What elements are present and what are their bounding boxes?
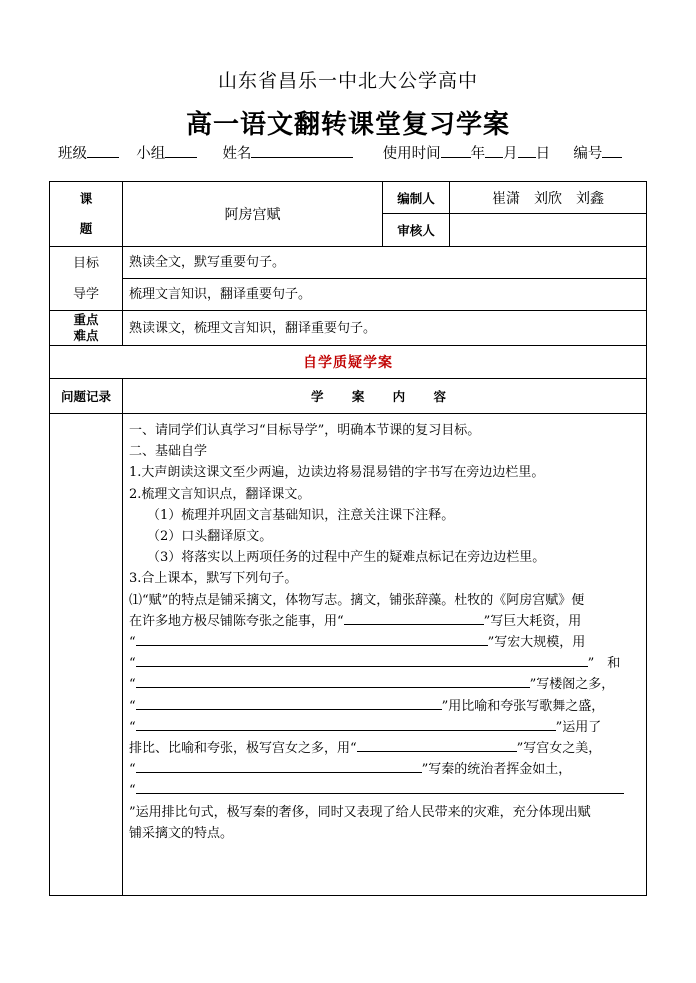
fill-line	[129, 780, 640, 801]
fill-text: “	[129, 783, 136, 799]
fill-text: ”写宫女之美，	[516, 741, 602, 757]
content-line: （2）口头翻译原文。	[147, 529, 273, 545]
fill-text: “	[129, 635, 136, 651]
fill-text: “	[129, 698, 136, 714]
fill-line	[129, 759, 640, 780]
key-points: 熟读课文，梳理文言知识，翻译重要句子。	[123, 311, 647, 346]
fill-text: ” 和	[587, 656, 621, 672]
fill-text: ”运用了	[555, 719, 602, 735]
fill-text: ”写楼阁之多，	[529, 677, 615, 693]
class-blank[interactable]	[87, 143, 119, 158]
fill-line	[129, 632, 640, 653]
fill-text: 在许多地方极尽铺陈夸张之能事，用“	[129, 613, 344, 629]
fill-text: “	[129, 762, 136, 778]
goals-label-1: 目标	[72, 255, 99, 271]
fill-text: ”写秦的统治者挥金如土，	[421, 762, 572, 778]
fill-text: “	[129, 719, 136, 735]
reviewer-value[interactable]	[450, 214, 647, 247]
fill-line	[129, 674, 640, 695]
section-title: 自学质疑学案	[50, 346, 647, 379]
class-label: 班级	[58, 146, 87, 162]
content-line: （3）将落实以上两项任务的过程中产生的疑难点标记在旁边边栏里。	[147, 550, 546, 566]
fill-text: ”写巨大耗资，用	[483, 613, 582, 629]
goal-2: 梳理文言知识，翻译重要句子。	[123, 279, 647, 311]
editor-names: 崔潇 刘欣 刘鑫	[450, 182, 647, 214]
time-label: 使用时间	[382, 146, 441, 162]
school-name: 山东省昌乐一中北大公学高中	[217, 70, 478, 92]
fill-line	[129, 696, 640, 717]
topic-label-cell	[50, 182, 123, 247]
reviewer-label: 审核人	[383, 214, 450, 247]
study-plan-table	[49, 181, 647, 896]
topic-label-1: 课	[79, 191, 93, 206]
day-blank[interactable]	[518, 143, 536, 158]
topic-value: 阿房宫赋	[123, 182, 383, 247]
month-label: 月	[503, 146, 518, 162]
content-line: 二、基础自学	[129, 444, 208, 460]
content-line: 2.梳理文言知识点，翻译课文。	[129, 486, 311, 502]
content-body	[123, 414, 647, 896]
topic-label-2: 题	[79, 221, 93, 236]
content-label: 学 案 内 容	[123, 379, 647, 414]
content-line: 铺采摛文的特点。	[129, 825, 234, 841]
month-blank[interactable]	[485, 143, 503, 158]
editor-label: 编制人	[383, 182, 450, 214]
fill-blank[interactable]	[136, 653, 588, 667]
content-line: 一、请同学们认真学习“目标导学”，明确本节课的复习目标。	[129, 423, 481, 438]
group-label: 小组	[136, 146, 166, 162]
fill-text: “	[129, 677, 136, 693]
fill-text: ”写宏大规模，用	[487, 635, 586, 651]
goals-label-cell	[50, 247, 123, 311]
key-points-label-cell	[50, 311, 123, 346]
number-blank[interactable]	[602, 143, 622, 158]
fill-blank[interactable]	[357, 738, 517, 752]
fill-line	[129, 611, 640, 632]
year-label: 年	[470, 146, 486, 162]
fill-blank[interactable]	[136, 759, 422, 773]
year-blank[interactable]	[441, 143, 471, 158]
goal-1: 熟读全文，默写重要句子。	[123, 247, 647, 279]
content-line: （1）梳理并巩固文言基础知识，注意关注课下注释。	[147, 507, 455, 523]
student-info-line	[58, 142, 622, 163]
page-title: 高一语文翻转课堂复习学案	[185, 110, 510, 140]
key-label-1: 重点	[73, 312, 99, 327]
fill-line	[129, 717, 640, 738]
goals-label-2: 导学	[72, 286, 99, 302]
fill-blank[interactable]	[344, 611, 484, 625]
name-label: 姓名	[222, 146, 252, 162]
notes-column[interactable]	[50, 414, 123, 896]
content-line: ”运用排比句式，极写秦的奢侈，同时又表现了给人民带来的灾难，充分体现出赋	[129, 804, 591, 820]
notes-label: 问题记录	[50, 379, 123, 414]
fill-text: “	[129, 656, 136, 672]
fill-blank[interactable]	[136, 632, 488, 646]
fill-line	[129, 738, 640, 759]
fill-blank[interactable]	[136, 696, 442, 710]
fill-blank[interactable]	[136, 674, 530, 688]
day-label: 日	[535, 146, 551, 162]
content-line: ⑴“赋”的特点是铺采摛文，体物写志。摛文，铺张辞藻。杜牧的《阿房宫赋》便	[129, 592, 585, 608]
key-label-2: 难点	[73, 328, 99, 343]
fill-text: 排比、比喻和夸张，极写宫女之多，用“	[129, 741, 357, 757]
content-line: 3.合上课本，默写下列句子。	[129, 571, 298, 587]
fill-blank[interactable]	[136, 780, 624, 794]
fill-text: ”用比喻和夸张写歌舞之盛，	[441, 698, 605, 714]
number-label: 编号	[573, 146, 603, 162]
fill-line	[129, 653, 640, 674]
name-blank[interactable]	[251, 143, 353, 158]
group-blank[interactable]	[165, 143, 197, 158]
fill-blank[interactable]	[136, 717, 556, 731]
content-line: 1.大声朗读这课文至少两遍，边读边将易混易错的字书写在旁边边栏里。	[129, 465, 545, 481]
